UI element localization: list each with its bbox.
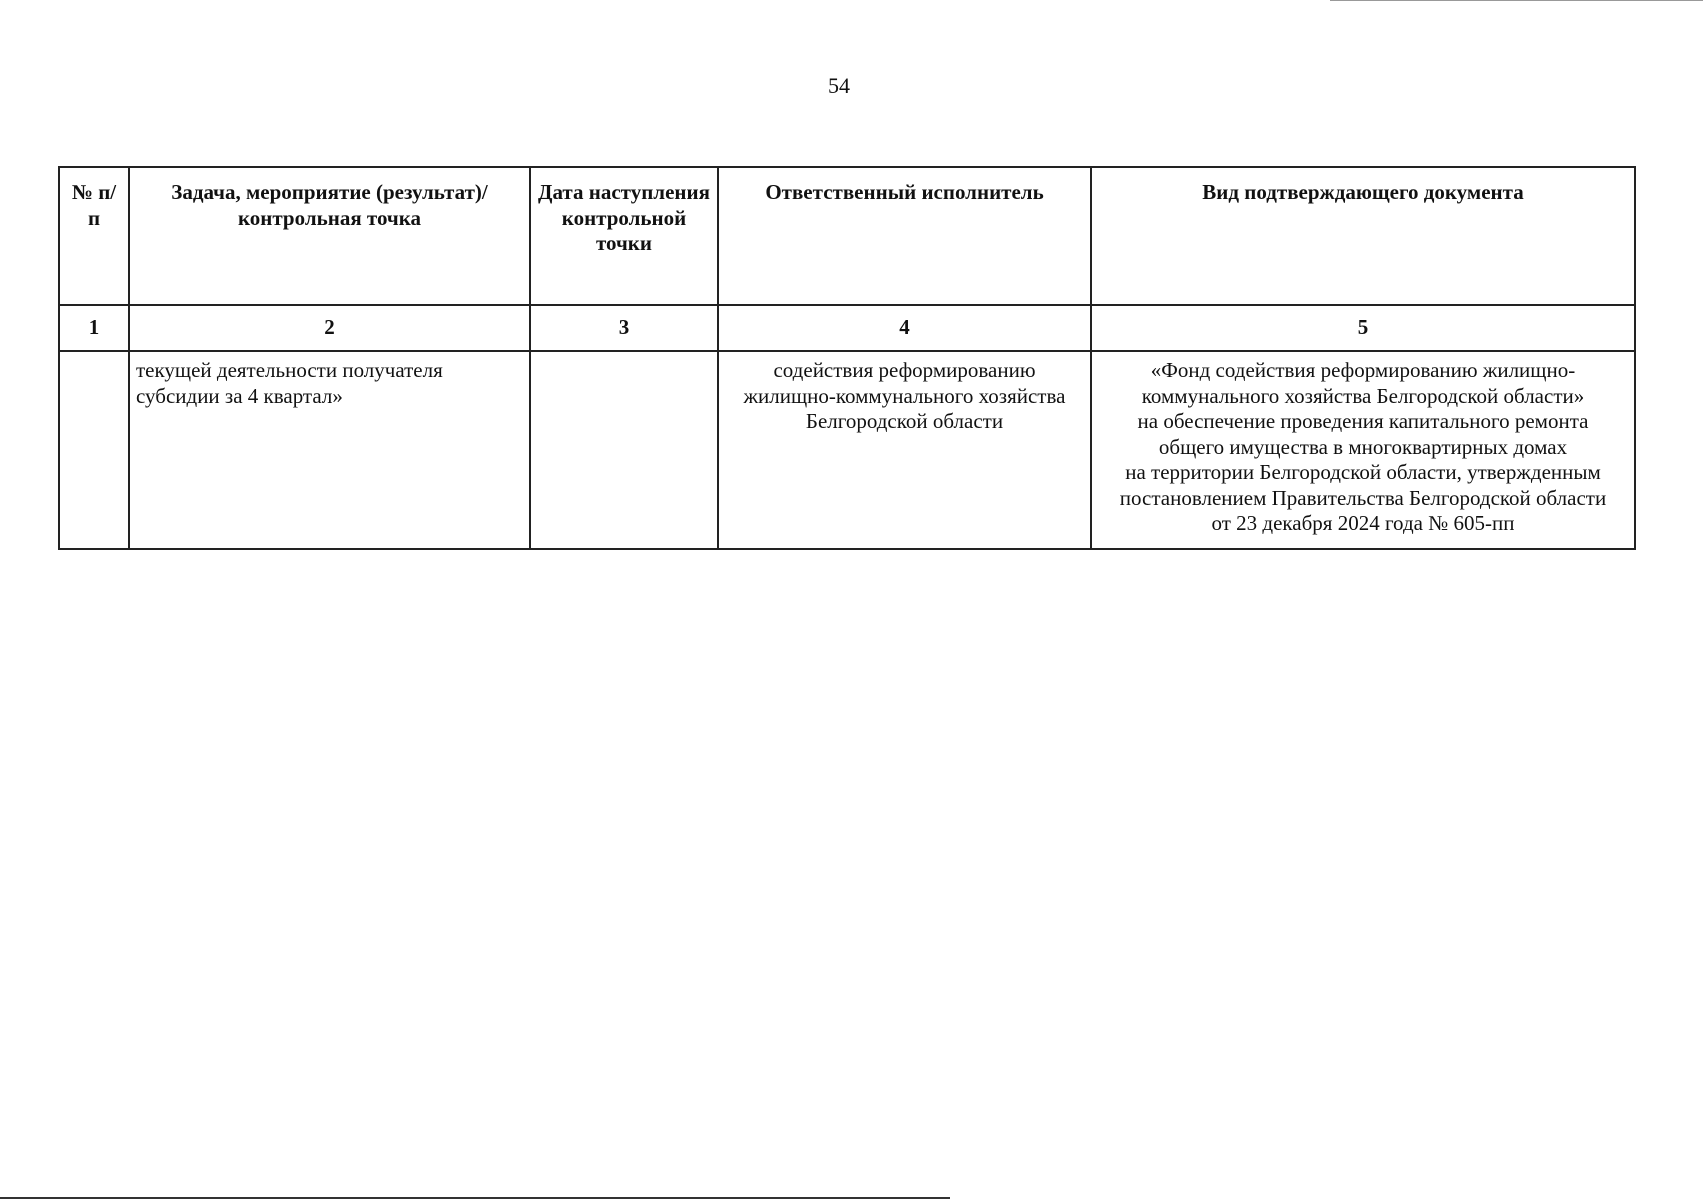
table-row <box>59 351 1635 549</box>
column-number: 1 <box>59 305 129 351</box>
scan-edge-top <box>1330 0 1703 1</box>
column-number: 2 <box>129 305 530 351</box>
page-number: 54 <box>828 73 850 98</box>
header-number: № п/п <box>59 167 129 305</box>
column-number: 5 <box>1091 305 1635 351</box>
document-line: на обеспечение проведения капитального ремонта <box>1137 409 1589 433</box>
header-task: Задача, мероприятие (результат)/контрольная точка <box>129 167 530 305</box>
responsible-cell: содействия реформированию жилищно-коммунального хозяйства Белгородской области <box>718 351 1091 549</box>
document-line: постановлением Правительства Белгородской области <box>1119 485 1607 510</box>
column-number: 3 <box>530 305 718 351</box>
document-line: на территории Белгородской области, утвержденным <box>1125 460 1601 484</box>
header-document-type: Вид подтверждающего документа <box>1091 167 1635 305</box>
table-header-row <box>59 167 1635 305</box>
control-points-table <box>58 166 1636 550</box>
date-cell <box>530 351 718 549</box>
column-number-row <box>59 305 1635 351</box>
document-line: от 23 декабря 2024 года № 605-пп <box>1211 511 1515 535</box>
document-type-cell <box>1091 351 1635 549</box>
document-line: «Фонд содействия реформированию жилищно- <box>1150 358 1576 382</box>
header-date: Дата наступления контрольной точки <box>530 167 718 305</box>
row-number-cell <box>59 351 129 549</box>
scan-edge-bottom <box>0 1197 950 1199</box>
document-line: коммунального хозяйства Белгородской области» <box>1141 383 1585 408</box>
task-cell: текущей деятельности получателя субсидии за 4 квартал» <box>129 351 530 549</box>
header-responsible: Ответственный исполнитель <box>718 167 1091 305</box>
column-number: 4 <box>718 305 1091 351</box>
document-line: общего имущества в многоквартирных домах <box>1158 434 1568 459</box>
